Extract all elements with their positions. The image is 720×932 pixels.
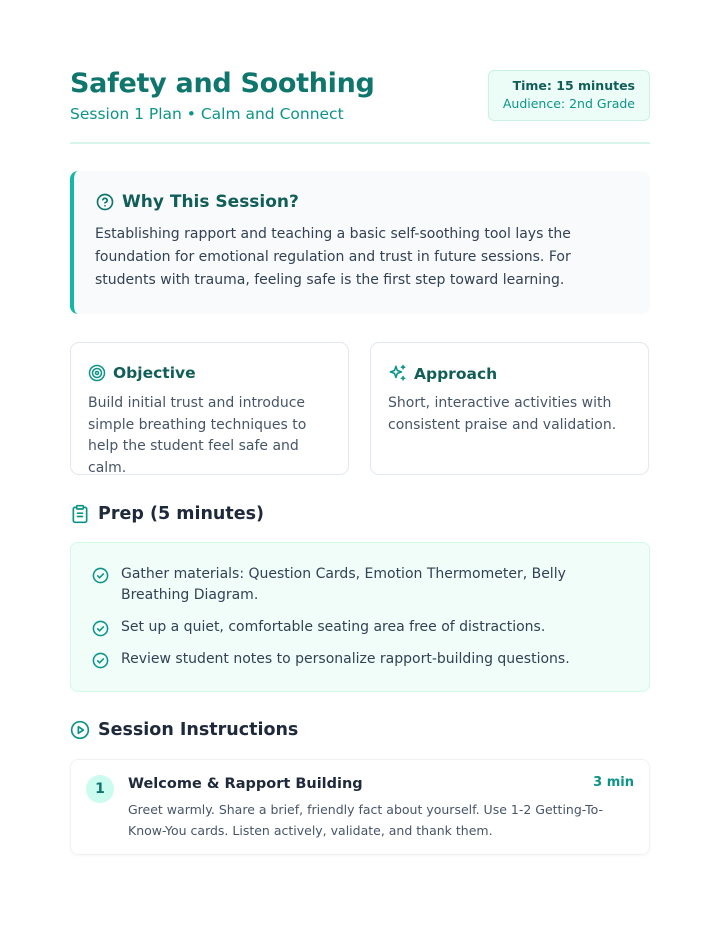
prep-item-text: Gather materials: Question Cards, Emotion Thermometer, Belly Breathing Diagram. — [121, 566, 566, 603]
why-heading — [96, 192, 299, 212]
step-title: Welcome & Rapport Building — [128, 776, 363, 792]
check-circle-icon — [92, 620, 109, 637]
prep-heading-text: Prep (5 minutes) — [98, 504, 265, 524]
prep-item — [92, 564, 622, 606]
instructions-heading-text: Session Instructions — [98, 720, 299, 740]
page-subtitle: Session 1 Plan • Calm and Connect — [70, 105, 344, 123]
check-circle-icon — [92, 567, 109, 584]
objective-card — [70, 342, 349, 475]
objective-heading — [88, 364, 196, 382]
step-duration: 3 min — [593, 775, 634, 790]
objective-heading-text: Objective — [113, 364, 196, 382]
step-description: Greet warmly. Share a brief, friendly fact about yourself. Use 1-2 Getting-To-Know-You cards. Listen actively, validate, and thank them. — [128, 802, 604, 838]
prep-item-text: Review student notes to personalize rapport-building questions. — [121, 651, 570, 667]
step-number-badge: 1 — [86, 775, 114, 803]
why-heading-text: Why This Session? — [122, 192, 299, 212]
sparkles-icon — [388, 364, 407, 383]
approach-text: Short, interactive activities with consistent praise and validation. — [388, 395, 617, 433]
prep-checklist-box — [70, 542, 650, 692]
objective-text: Build initial trust and introduce simple breathing techniques to help the student feel safe and calm. — [88, 395, 307, 476]
instructions-heading — [70, 720, 298, 740]
session-audience: Audience: 2nd Grade — [502, 96, 635, 111]
approach-heading-text: Approach — [414, 364, 498, 383]
session-meta-box — [488, 70, 650, 121]
prep-item — [92, 617, 622, 638]
prep-item-text: Set up a quiet, comfortable seating area free of distractions. — [121, 619, 546, 635]
play-circle-icon — [70, 720, 90, 740]
check-circle-icon — [92, 652, 109, 669]
target-icon — [88, 364, 106, 382]
approach-heading — [388, 364, 497, 383]
prep-item — [92, 649, 622, 670]
clipboard-icon — [70, 503, 90, 525]
approach-card — [370, 342, 649, 475]
why-this-session-box — [70, 171, 650, 314]
why-body-text: Establishing rapport and teaching a basic self-soothing tool lays the foundation for emotional regulation and trust in future sessions. For students with trauma, feeling safe is the first step toward learning. — [95, 226, 571, 288]
question-circle-icon — [96, 193, 114, 211]
instruction-step — [70, 759, 650, 855]
page-header — [70, 66, 650, 144]
page-title: Safety and Soothing — [70, 68, 375, 99]
session-time: Time: 15 minutes — [512, 78, 635, 93]
prep-heading — [70, 503, 264, 525]
